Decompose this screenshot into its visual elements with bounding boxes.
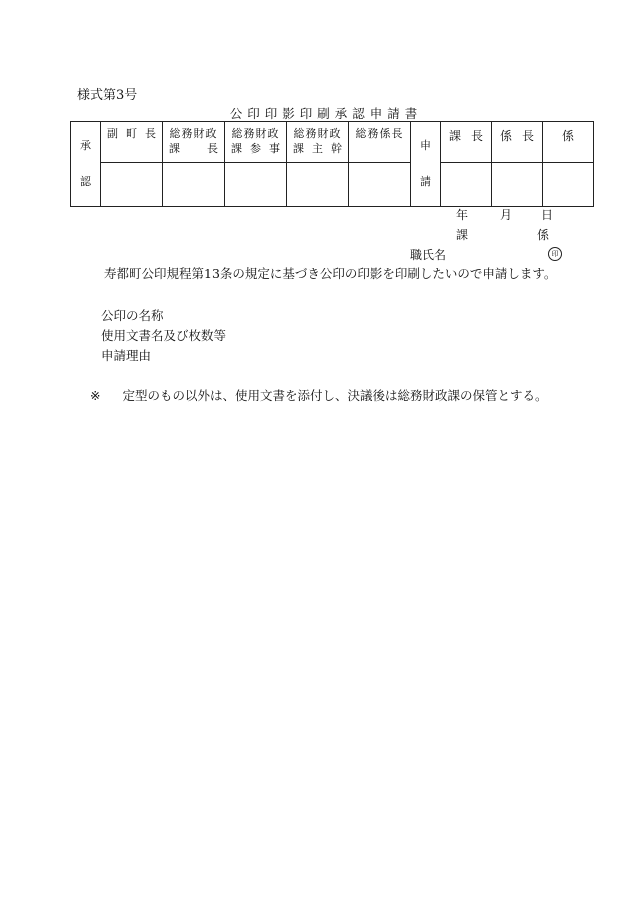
request-label-cell [411,122,441,207]
item-document-and-count: 使用文書名及び枚数等 [101,328,227,343]
header-chief-officer: 総務財政 課 主 幹 [287,122,349,163]
header-staff: 係 [543,122,594,163]
approval-label-cell [71,122,101,207]
approval-char-2: 認 [80,175,91,188]
approval-char-1: 承 [80,139,91,152]
request-char-1: 申 [420,139,431,152]
header-section-chief: 総務財政 課 長 [163,122,225,163]
stamp-box-unit-chief [492,163,543,207]
stamp-box-vice-mayor [101,163,163,207]
request-char-2: 請 [420,175,431,188]
header-counselor: 総務財政 課 参 事 [225,122,287,163]
header-vice-mayor: 副 町 長 [101,122,163,163]
note-mark: ※ [90,388,101,403]
header-unit-chief: 係 長 [492,122,543,163]
stamp-box-dept-chief [441,163,492,207]
item-seal-name: 公印の名称 [101,308,164,323]
stamp-box-general-affairs-chief [349,163,411,207]
document-title: 公印印影印刷承認申請書 [229,106,423,121]
stamp-box-counselor [225,163,287,207]
request-paragraph: 寿都町公印規程第13条の規定に基づき公印の印影を印刷したいので申請します。 [104,266,557,281]
applicant-name-label: 職氏名 [410,248,447,262]
date-month-label: 月 [500,208,513,222]
stamp-box-chief-officer [287,163,349,207]
seal-mark: 印 [548,247,562,261]
stamp-box-staff [543,163,594,207]
approval-stamp-table [70,121,594,207]
item-reason: 申請理由 [101,348,152,363]
date-year-label: 年 [456,208,469,222]
header-general-affairs-chief: 総務係長 [349,122,411,163]
date-day-label: 日 [541,208,554,222]
dept-subsection-label: 係 [537,228,550,242]
form-number: 様式第3号 [77,88,138,103]
dept-section-label: 課 [456,228,469,242]
note-text: 定型のもの以外は、使用文書を添付し、決議後は総務財政課の保管とする。 [122,388,548,403]
footnote [90,386,547,404]
stamp-box-section-chief [163,163,225,207]
header-dept-chief: 課 長 [441,122,492,163]
